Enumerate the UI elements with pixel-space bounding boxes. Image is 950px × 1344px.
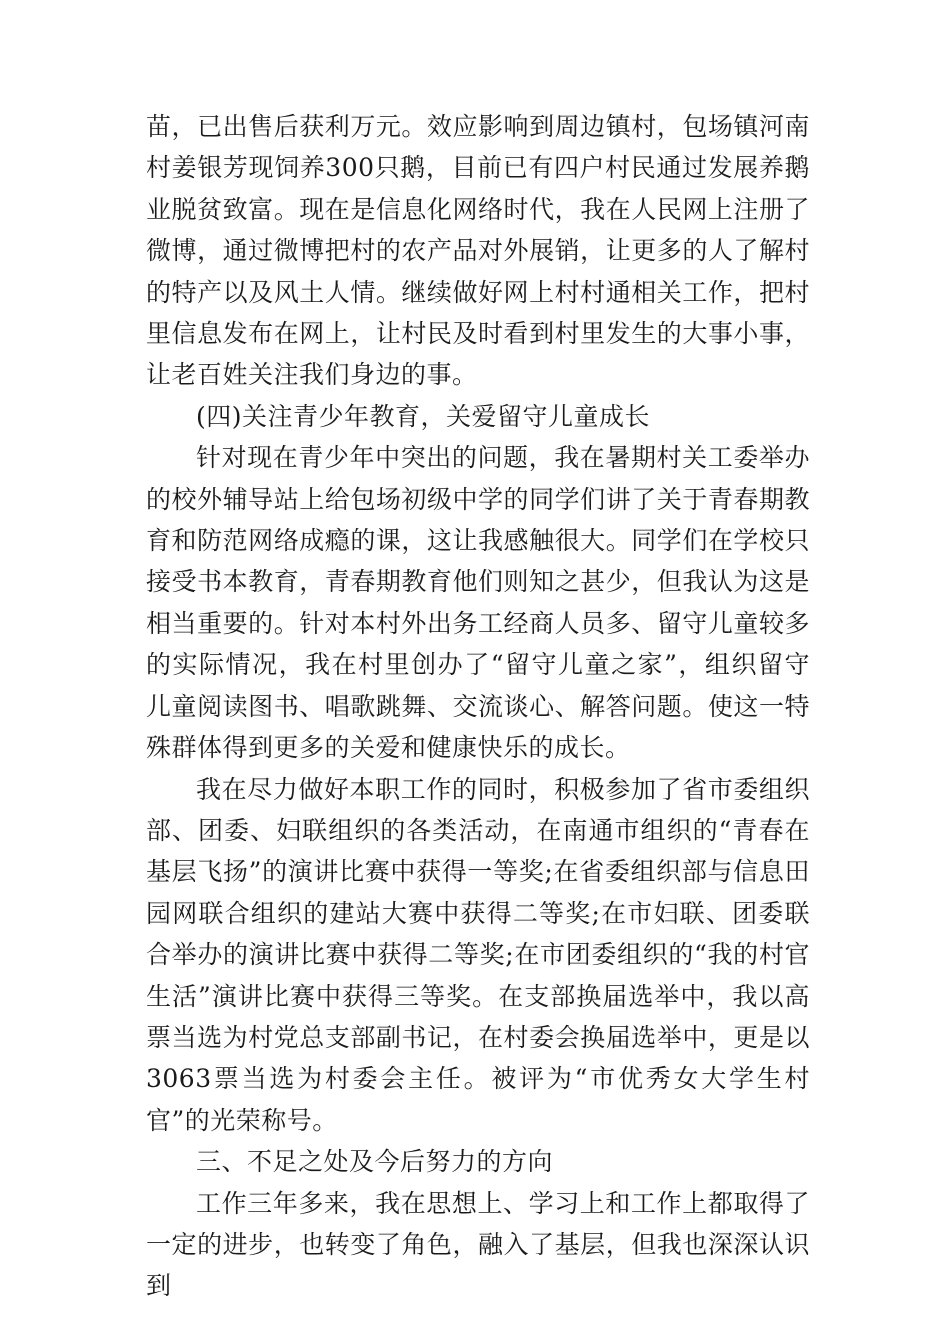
paragraph-3: 我在尽力做好本职工作的同时，积极参加了省市委组织部、团委、妇联组织的各类活动，在南通市组织的“青春在基层飞扬”的演讲比赛中获得一等奖;在省委组织部与信息田园网联合组织的建站大赛中获得二等奖;在市妇联、团委联合举办的演讲比赛中获得二等奖;在市团委组织的“我的村官生活”演讲比赛中获得三等奖。在支部换届选举中，我以高票当选为村党总支部副书记，在村委会换届选举中，更是以3063票当选为村委会主任。被评为“市优秀女大学生村官”的光荣称号。 — [146, 774, 810, 1135]
paragraph-4: 工作三年多来，我在思想上、学习上和工作上都取得了一定的进步，也转变了角色，融入了基层，但我也深深认识到 — [146, 1188, 810, 1301]
document-page — [146, 106, 810, 1307]
paragraph-1: 苗，已出售后获利万元。效应影响到周边镇村，包场镇河南村姜银芳现饲养300只鹅，目前已有四户村民通过发展养鹅业脱贫致富。现在是信息化网络时代，我在人民网上注册了微博，通过微博把村的农产品对外展销，让更多的人了解村的特产以及风土人情。继续做好网上村村通相关工作，把村里信息发布在网上，让村民及时看到村里发生的大事小事，让老百姓关注我们身边的事。 — [146, 112, 810, 390]
paragraph-2: 针对现在青少年中突出的问题，我在暑期村关工委举办的校外辅导站上给包场初级中学的同学们讲了关于青春期教育和防范网络成瘾的课，这让我感触很大。同学们在学校只接受书本教育，青春期教育他们则知之甚少，但我认为这是相当重要的。针对本村外出务工经商人员多、留守儿童较多的实际情况，我在村里创办了“留守儿童之家”，组织留守儿童阅读图书、唱歌跳舞、交流谈心、解答问题。使这一特殊群体得到更多的关爱和健康快乐的成长。 — [146, 443, 810, 763]
section-heading-4: (四)关注青少年教育，关爱留守儿童成长 — [196, 401, 651, 431]
section-heading-3: 三、不足之处及今后努力的方向 — [196, 1147, 554, 1177]
